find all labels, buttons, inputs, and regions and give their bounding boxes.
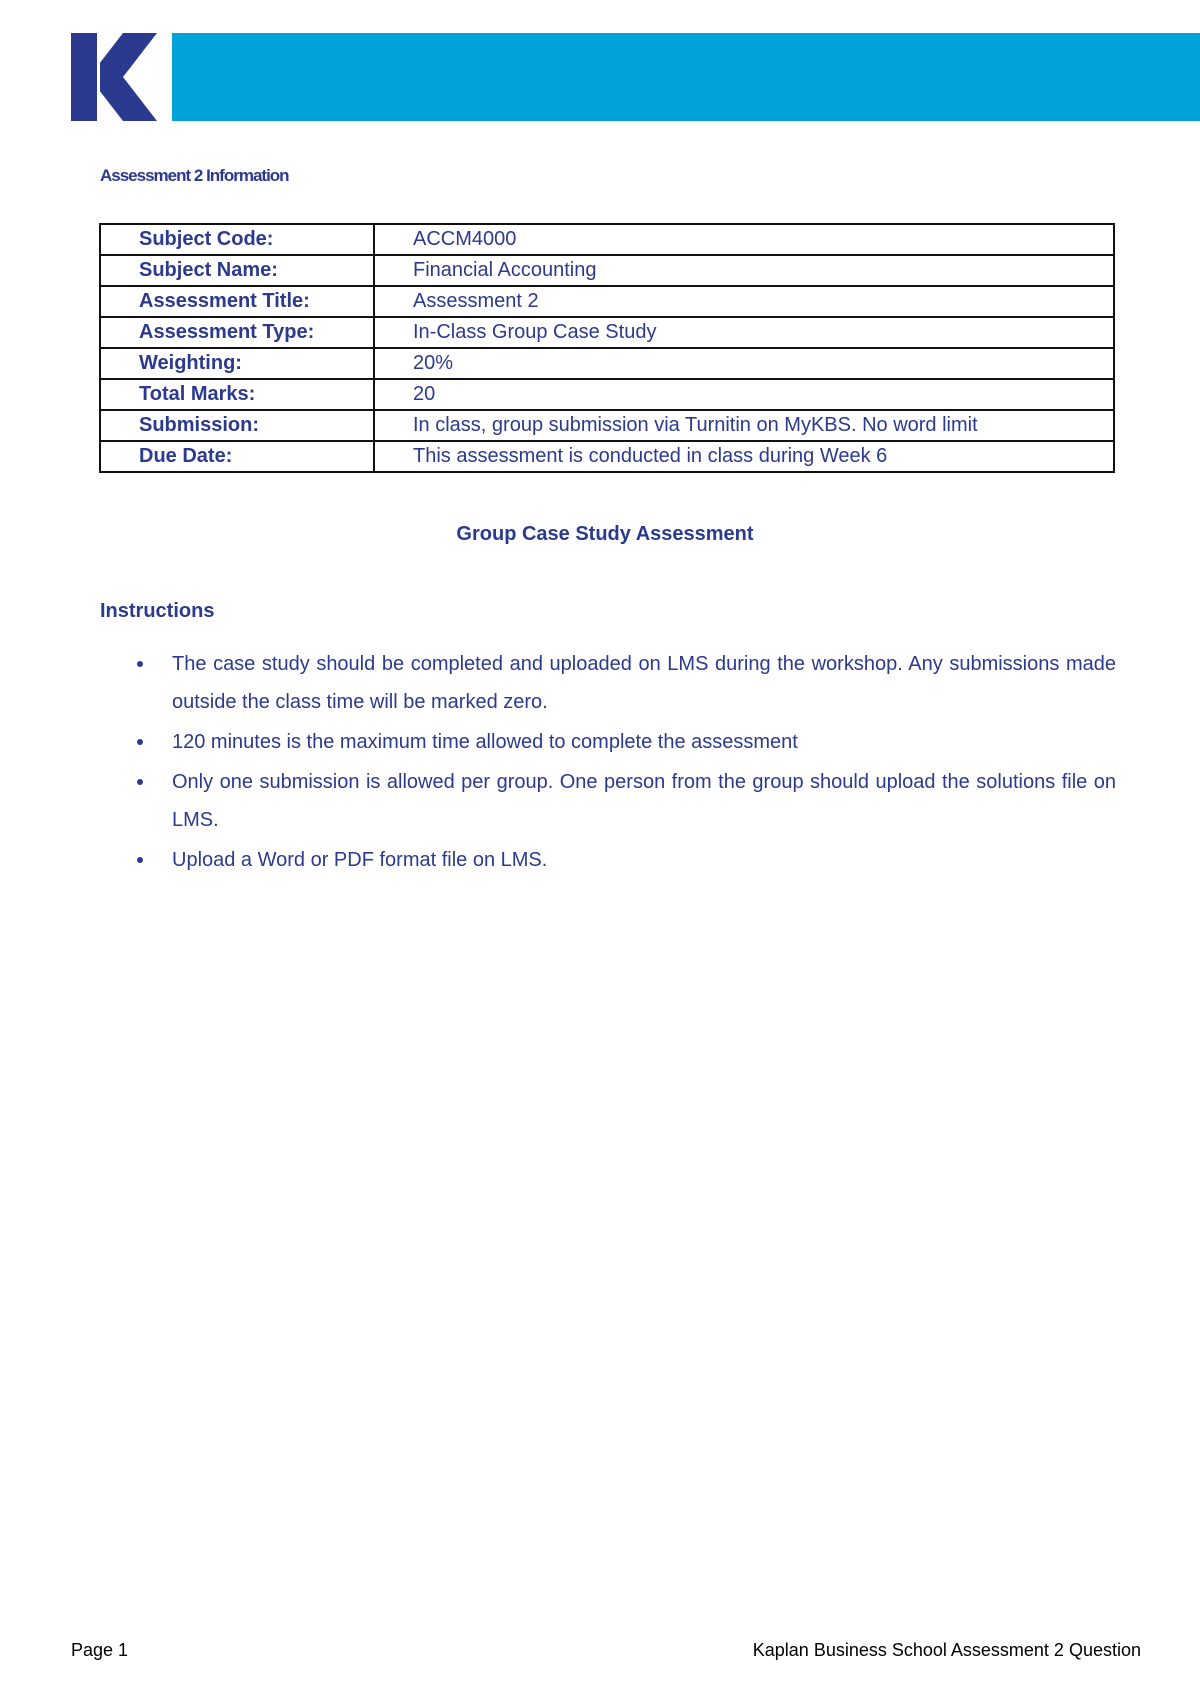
table-row-label: Assessment Type:: [100, 317, 374, 348]
table-row-label: Submission:: [100, 410, 374, 441]
instructions-heading: Instructions: [100, 600, 215, 622]
assessment-info-table: [99, 223, 1115, 473]
table-row-label: Subject Code:: [100, 224, 374, 255]
table-row-value: In-Class Group Case Study: [374, 317, 1114, 348]
section-heading: Assessment 2 Information: [100, 166, 289, 185]
table-row: [100, 441, 1114, 472]
table-row-value: This assessment is conducted in class during Week 6: [374, 441, 1114, 472]
table-row: [100, 317, 1114, 348]
table-row-label: Weighting:: [100, 348, 374, 379]
table-row: [100, 286, 1114, 317]
kaplan-logo-icon: [71, 33, 161, 121]
case-study-title: Group Case Study Assessment: [456, 523, 754, 545]
list-item: [100, 723, 1116, 761]
table-row-label: Due Date:: [100, 441, 374, 472]
instructions-list: [100, 645, 1116, 881]
table-row-value: Assessment 2: [374, 286, 1114, 317]
footer-document-title: Kaplan Business School Assessment 2 Question: [752, 1640, 1141, 1660]
table-row-label: Subject Name:: [100, 255, 374, 286]
list-item: [100, 763, 1116, 839]
list-item-text: The case study should be completed and uploaded on LMS during the workshop. Any submissions made outside the class time will be marked zero.: [172, 653, 1116, 713]
list-item-text: 120 minutes is the maximum time allowed to complete the assessment: [172, 731, 798, 753]
footer-page-number: Page 1: [71, 1640, 129, 1660]
table-row-value: In class, group submission via Turnitin on MyKBS. No word limit: [374, 410, 1114, 441]
header-bar: [172, 33, 1200, 121]
table-row-label: Total Marks:: [100, 379, 374, 410]
table-row: [100, 224, 1114, 255]
table-row: [100, 348, 1114, 379]
bullet-icon: [137, 661, 143, 667]
table-row: [100, 379, 1114, 410]
table-row-label: Assessment Title:: [100, 286, 374, 317]
bullet-icon: [137, 857, 143, 863]
bullet-icon: [137, 779, 143, 785]
table-row: [100, 410, 1114, 441]
table-row-value: ACCM4000: [374, 224, 1114, 255]
table-row: [100, 255, 1114, 286]
list-item-text: Upload a Word or PDF format file on LMS.: [172, 849, 548, 871]
table-row-value: Financial Accounting: [374, 255, 1114, 286]
table-row-value: 20%: [374, 348, 1114, 379]
list-item: [100, 645, 1116, 721]
table-row-value: 20: [374, 379, 1114, 410]
list-item-text: Only one submission is allowed per group. One person from the group should upload the solutions file on LMS.: [172, 771, 1116, 831]
bullet-icon: [137, 739, 143, 745]
list-item: [100, 841, 1116, 879]
